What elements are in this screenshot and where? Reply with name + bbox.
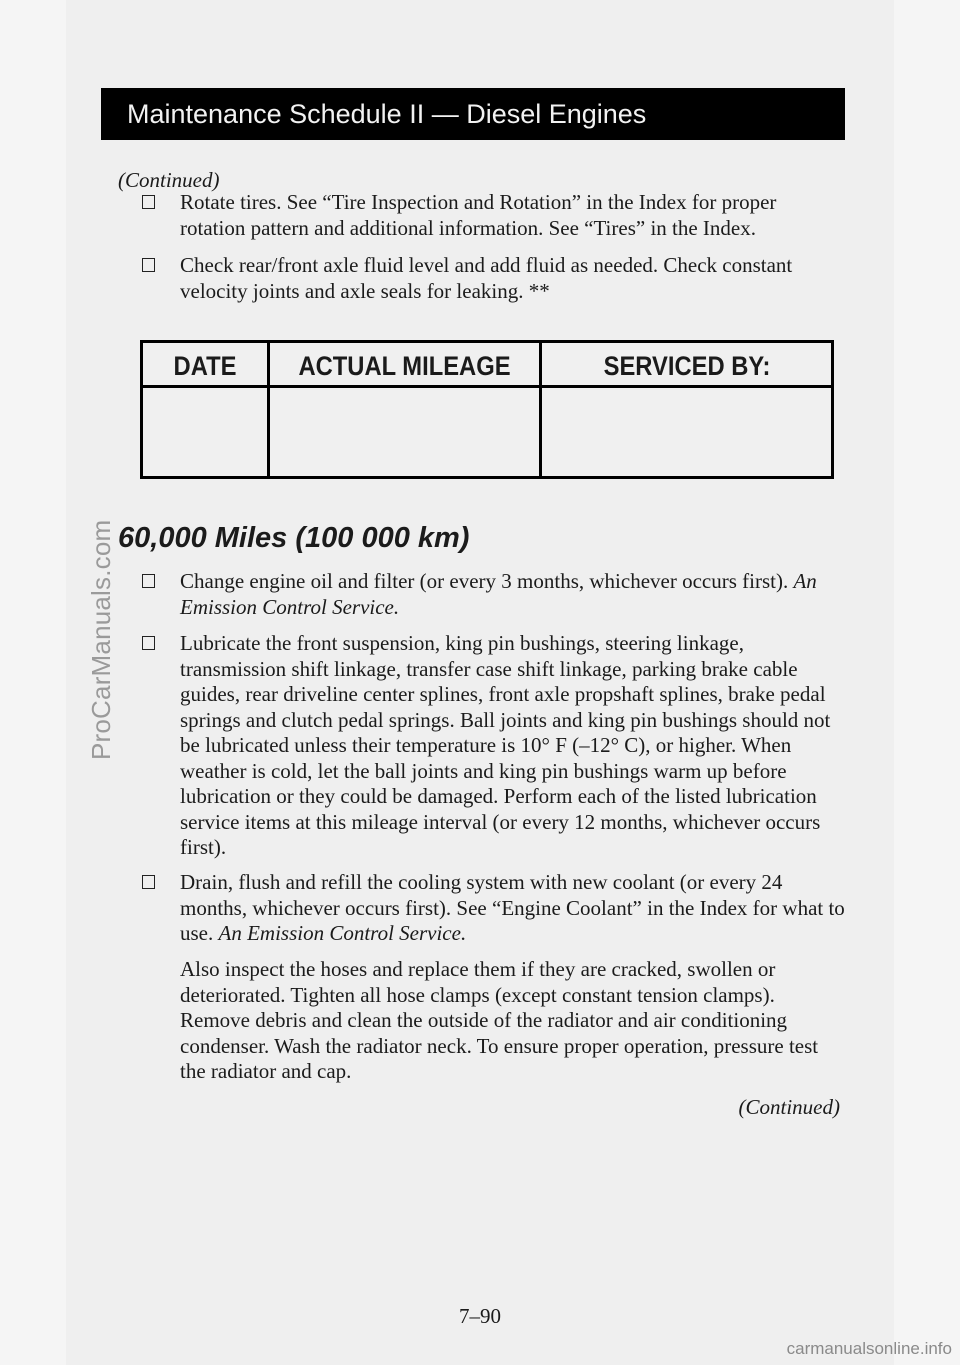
checkbox-icon[interactable] [142,258,155,272]
section-heading: 60,000 Miles (100 000 km) [118,522,470,554]
checkbox-icon[interactable] [142,636,155,650]
page-number: 7–90 [459,1304,501,1328]
emission-note: An Emission Control Service. [180,569,817,619]
checklist-item-text: Change engine oil and filter (or every 3 months, whichever occurs first). An Emission Control Service. [180,569,817,619]
side-watermark: ProCarManuals.com [86,519,116,760]
checklist-item-text: Drain, flush and refill the cooling system with new coolant (or every 24 months, whichever occurs first). See “Engine Coolant” in the Index for what to use. An Emission Control Service. [180,870,845,945]
header-actual-mileage: ACTUAL MILEAGE [298,351,511,381]
checkbox-icon[interactable] [142,195,155,209]
service-log-table [140,340,834,479]
checklist-item-text: Check rear/front axle fluid level and add fluid as needed. Check constant velocity joints and axle seals for leaking. ** [180,253,793,303]
emission-note: An Emission Control Service. [218,921,467,945]
column-divider [267,343,270,476]
header-serviced-by: SERVICED BY: [603,351,771,381]
checkbox-icon[interactable] [142,574,155,588]
checklist-item-text: Rotate tires. See “Tire Inspection and Rotation” in the Index for proper rotation pattern and additional information. See “Tires” in the Index. [180,190,777,240]
footer-watermark: carmanualsonline.info [786,1339,952,1358]
checklist-item-text: Lubricate the front suspension, king pin bushings, steering linkage, transmission shift linkage, transfer case shift linkage, parking brake cable guides, rear driveline center splines, front axle propshaft splines, brake pedal springs and clutch pedal springs. Ball joints and king pin bushings should not be lubricated unless their temperature is 10° F (–12° C), or higher. When weather is cold, let the ball joints and king pin bushings warm up before lubrication or they could be damaged. Perform each of the listed lubrication service items at this mileage interval (or every 12 months, whichever occurs first). [180,631,831,859]
continued-label-top: (Continued) [118,168,220,192]
followup-paragraph: Also inspect the hoses and replace them if they are cracked, swollen or deteriorated. Tighten all hose clamps (except constant tension clamps). Remove debris and clean the outside of the radiator and air conditioning condenser. Wash the radiator neck. To ensure proper operation, pressure test the radiator and cap. [180,957,819,1083]
page-title-banner: Maintenance Schedule II — Diesel Engines [101,88,845,140]
column-divider [539,343,542,476]
header-date: DATE [173,351,237,381]
checkbox-icon[interactable] [142,875,155,889]
continued-label-bottom: (Continued) [738,1095,840,1119]
